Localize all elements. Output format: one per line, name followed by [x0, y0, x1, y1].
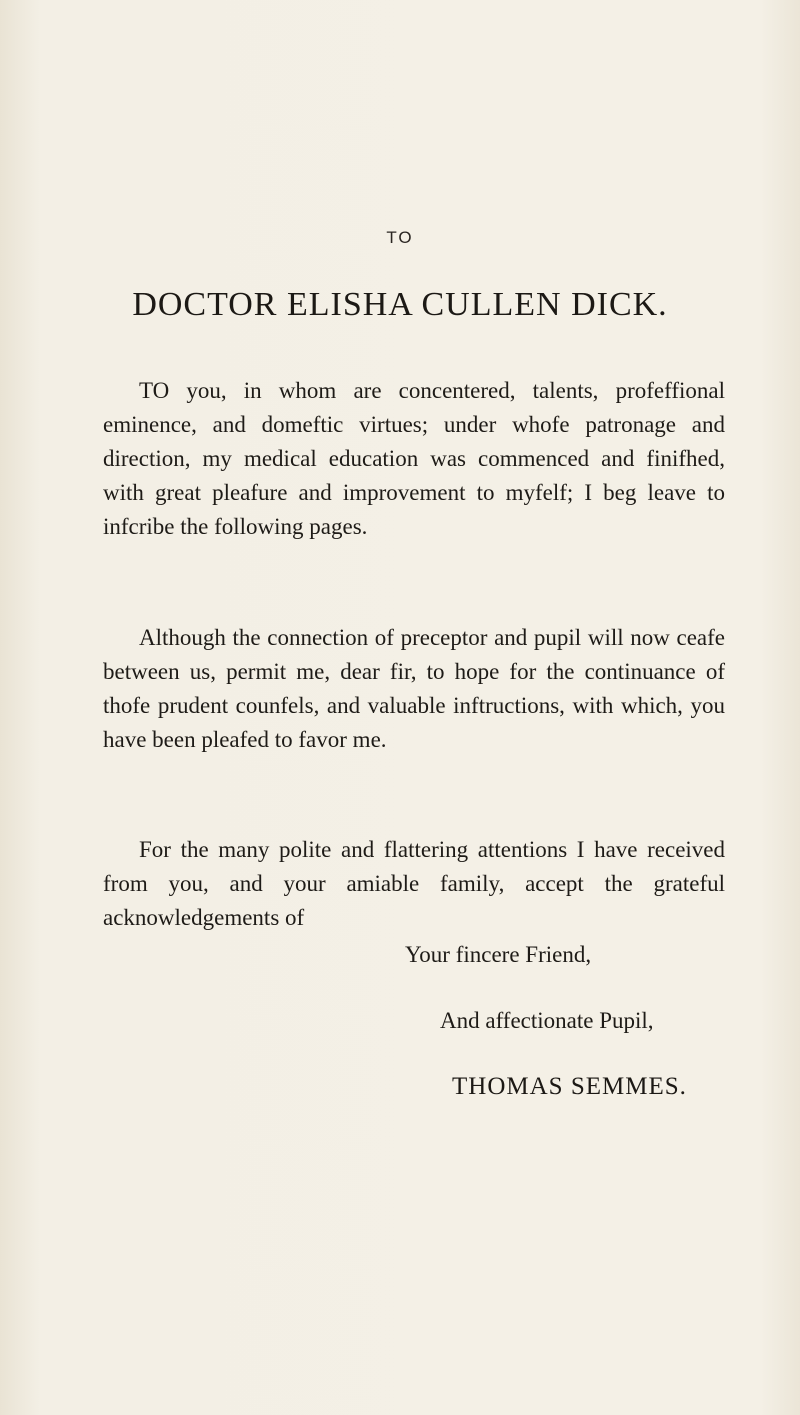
author-signature: THOMAS SEMMES.: [452, 1073, 687, 1100]
closing-line-pupil: And affectionate Pupil,: [440, 1008, 654, 1033]
dedication-paragraph-2: Although the connection of preceptor and pupil will now ceafe between us, permit me, dear fir, to hope for the continuance of thofe prudent counfels, and valuable inftructions, with which, you have been pleafed to favor me.: [103, 625, 725, 752]
dedication-paragraph-3: For the many polite and flattering attentions I have received from you, and your amiable family, accept the grateful acknowledgements of: [103, 837, 725, 930]
dedication-heading: TO: [386, 228, 414, 247]
closing-line-friend: Your fincere Friend,: [405, 942, 592, 967]
dedication-paragraph-1: TO you, in whom are concentered, talents, profeffional eminence, and domeftic virtues; under whofe patronage and direction, my medical education was commenced and finifhed, with great pleafure and improvement to myfelf; I beg leave to infcribe the following pages.: [103, 378, 725, 539]
dedicatee-title: DOCTOR ELISHA CULLEN DICK.: [132, 286, 668, 323]
